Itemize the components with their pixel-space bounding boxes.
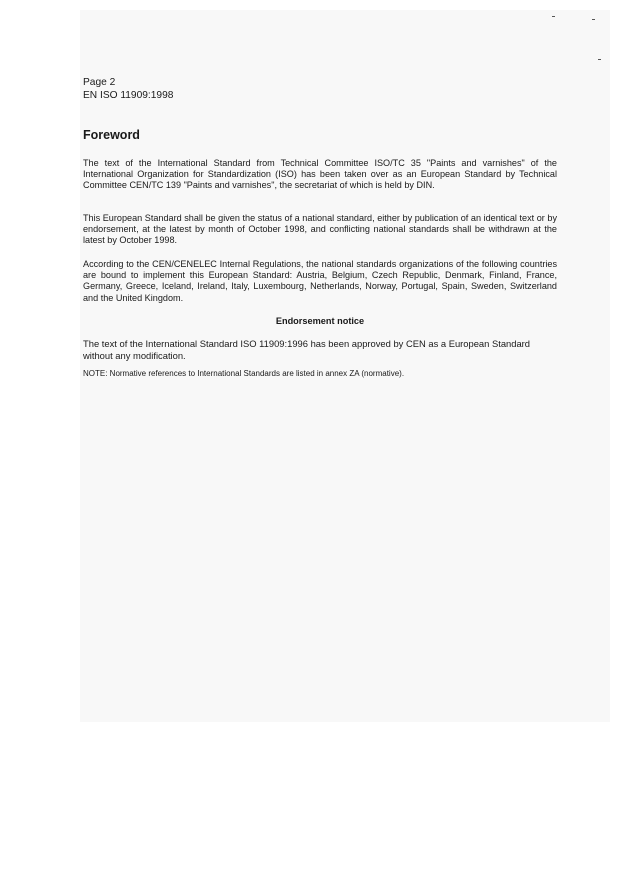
scan-speck xyxy=(598,59,601,60)
normative-note: NOTE: Normative references to International Standards are listed in annex ZA (normative). xyxy=(83,369,405,378)
foreword-paragraph-3: According to the CEN/CENELEC Internal Regulations, the national standards organizations of the following countries are bound to implement this European Standard: Austria, Belgium, Czech Republic, Denmark, Finland, France, Germany, Greece, Iceland, Ireland, Italy, Luxembourg, Netherlands, Norway, Portugal, Spain, Sweden, Switzerland and the United Kingdom. xyxy=(83,259,557,303)
scan-speck xyxy=(592,19,595,20)
endorsement-text: The text of the International Standard ISO 11909:1996 has been approved by CEN as a European Standard without any modification. xyxy=(83,338,531,361)
page-number: Page 2 xyxy=(83,77,116,88)
page-header xyxy=(83,76,173,102)
standard-number: EN ISO 11909:1998 xyxy=(83,90,174,101)
scan-speck xyxy=(552,16,555,17)
foreword-paragraph-1: The text of the International Standard from Technical Committee ISO/TC 35 "Paints and varnishes" of the International Organization for Standardization (ISO) has been taken over as an European Standard by Technical Committee CEN/TC 139 "Paints and varnishes", the secretariat of which is held by DIN. xyxy=(83,158,557,191)
foreword-paragraph-2: This European Standard shall be given the status of a national standard, either by publication of an identical text or by endorsement, at the latest by month of October 1998, and conflicting national standards shall be withdrawn at the latest by October 1998. xyxy=(83,213,557,246)
foreword-heading: Foreword xyxy=(83,128,140,142)
page-sheet xyxy=(80,10,610,722)
endorsement-heading: Endorsement notice xyxy=(275,316,365,326)
